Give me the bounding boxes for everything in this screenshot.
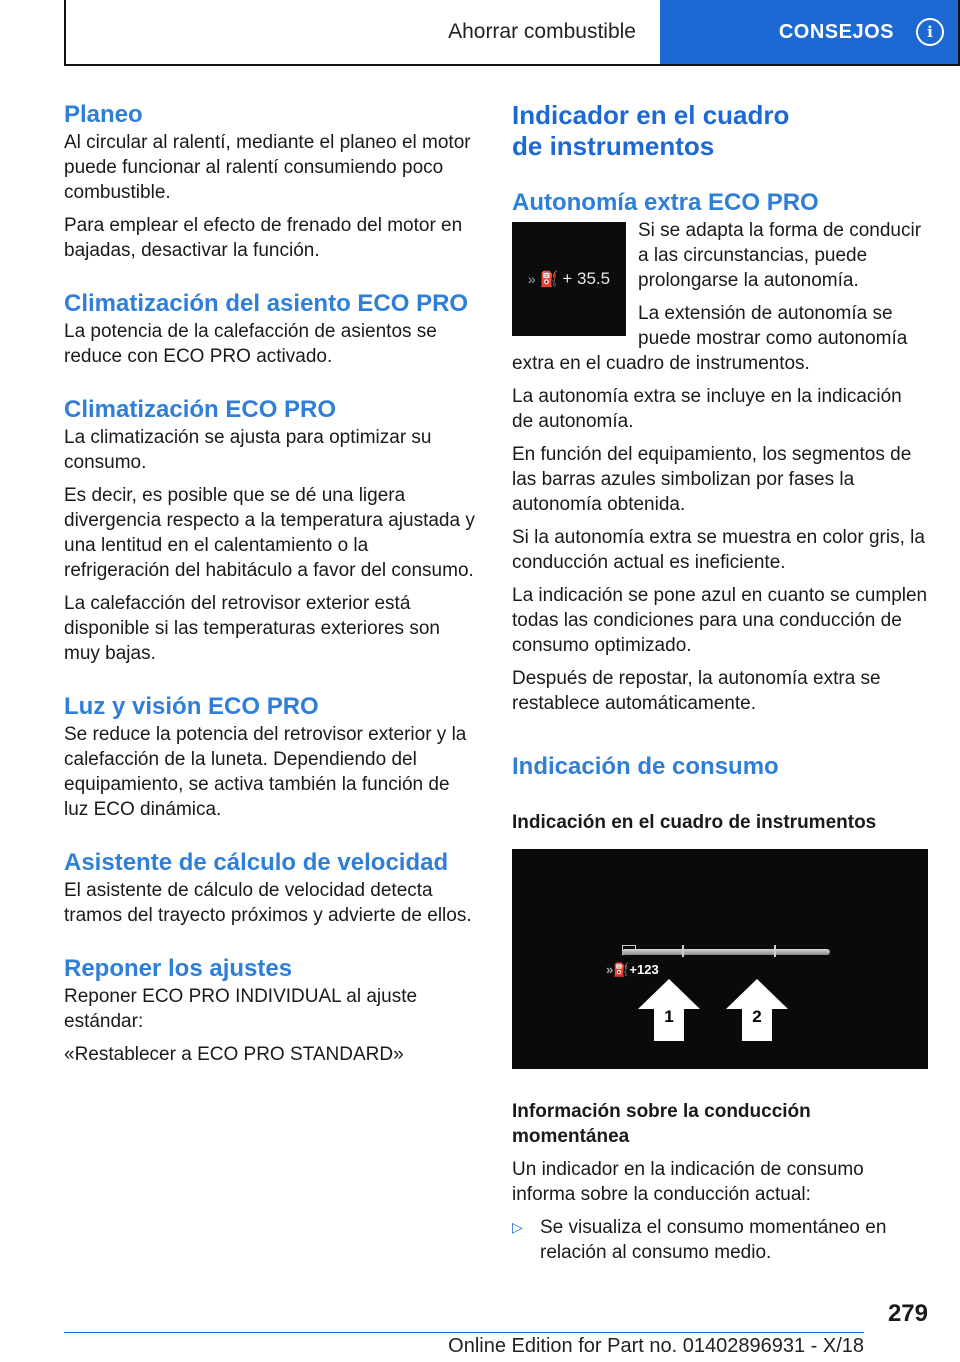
gauge-bar [622,949,830,955]
heading-reset: Reponer los ajustes [64,955,293,982]
callout-1: 1 [664,1007,674,1026]
right-column [512,100,928,1265]
footer-edition: Online Edition for Part no. 01402896931 - X/18 [448,1335,864,1357]
paragraph: «Restablecer a ECO PRO STANDARD» [64,1044,404,1065]
paragraph: La calefacción del retrovisor exterior está disponible si las temperaturas exteriores son muy bajas. [64,593,440,664]
page-number: 279 [887,1300,928,1327]
paragraph: Es decir, es posible que se dé una ligera divergencia respecto a la temperatura ajustada y una lentitud en el calentamiento o la refrigeración del habitáculo a favor del consumo. [64,485,475,581]
tab-label: CONSEJOS [778,20,894,43]
page-header [64,0,960,66]
consumption-gauge-image [512,849,928,1069]
double-chevron-icon: » [527,271,536,287]
heading-speed-assistant: Asistente de cálculo de velocidad [64,849,449,876]
gauge-tick [774,945,776,957]
heading-extra-range: Autonomía extra ECO PRO [512,189,819,216]
fuel-pump-icon: »⛽ [606,962,630,977]
paragraph: El asistente de cálculo de velocidad detecta tramos del trayecto próximos y advierte de ellos. [64,880,472,926]
paragraph: Si la autonomía extra se muestra en color gris, la conducción actual es ineficiente. [512,527,925,573]
gauge-label: »⛽+123 [606,962,659,977]
heading-main-line2: de instrumentos [512,131,715,161]
heading-consumption: Indicación de consumo [512,753,779,780]
heading-planeo: Planeo [64,101,143,128]
subheading-momentary: Información sobre la conducción momentánea [512,1101,811,1147]
footer-divider [64,1332,864,1333]
paragraph: Un indicador en la indicación de consumo informa sobre la conducción actual: [512,1159,864,1205]
subheading-cluster: Indicación en el cuadro de instrumentos [512,812,877,833]
left-column [64,100,476,1067]
list-item [512,1215,928,1265]
paragraph: La extensión de autonomía se puede mostrar como autonomía extra en el cuadro de instrumentos. [512,303,908,374]
paragraph: Si se adapta la forma de conducir a las circunstancias, puede prolongarse la autonomía. [638,220,922,291]
section-title: Ahorrar combustible [448,20,636,43]
info-icon[interactable]: i [916,18,944,46]
triangle-bullet-icon: ▷ [512,1219,523,1235]
paragraph: Se reduce la potencia del retrovisor exterior y la calefacción de la luneta. Dependiendo del equipamiento, se activa también la función de luz ECO dinámica. [64,724,467,820]
paragraph: La climatización se ajusta para optimizar su consumo. [64,427,432,473]
paragraph: Después de repostar, la autonomía extra se restablece automáticamente. [512,668,881,714]
paragraph: Reponer ECO PRO INDIVIDUAL al ajuste estándar: [64,986,418,1032]
paragraph: La autonomía extra se incluye en la indicación de autonomía. [512,386,902,432]
extra-range-block [512,218,928,376]
paragraph: La potencia de la calefacción de asientos se reduce con ECO PRO activado. [64,321,437,367]
callout-2: 2 [752,1007,762,1026]
paragraph: Al circular al ralentí, mediante el planeo el motor puede funcionar al ralentí consumiendo poco combustible. [64,132,471,203]
fuel-pump-icon: ⛽ [539,271,559,288]
paragraph: La indicación se pone azul en cuanto se cumplen todas las condiciones para una conducción de consumo optimizado. [512,585,928,656]
heading-climate: Climatización ECO PRO [64,396,337,423]
list-item-text: Se visualiza el consumo momentáneo en relación al consumo medio. [540,1217,887,1263]
gauge-tick [682,945,684,957]
heading-main-line1: Indicador en el cuadro [512,100,790,130]
extra-range-value: + 35.5 [562,269,611,288]
tab-consejos[interactable] [660,0,958,64]
extra-range-image [512,222,626,336]
paragraph: Para emplear el efecto de frenado del motor en bajadas, desactivar la función. [64,215,463,261]
heading-seat-climate: Climatización del asiento ECO PRO [64,290,469,317]
paragraph: En función del equipamiento, los segmentos de las barras azules simbolizan por fases la autonomía obtenida. [512,444,912,515]
heading-light-vision: Luz y visión ECO PRO [64,693,319,720]
